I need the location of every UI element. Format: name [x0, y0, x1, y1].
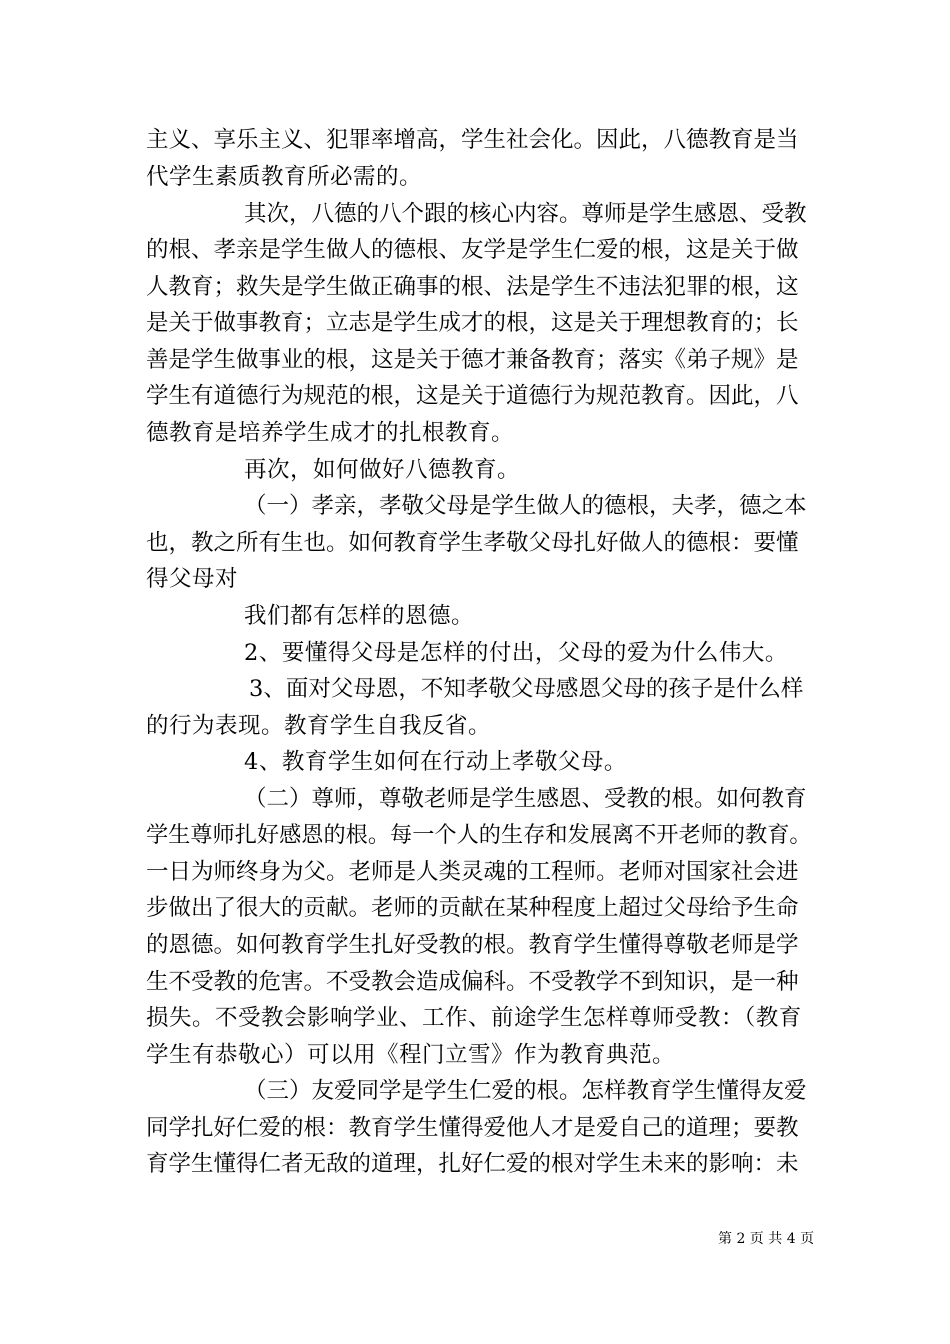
- text-line: 的根、孝亲是学生做人的德根、友学是学生仁爱的根，这是关于做: [146, 237, 799, 263]
- text-line: 同学扎好仁爱的根：教育学生懂得爱他人才是爱自己的道理；要教: [146, 1115, 799, 1141]
- text-line: （二）尊师，尊敬老师是学生感恩、受教的根。如何教育: [244, 786, 807, 812]
- text-line: 的恩德。如何教育学生扎好受教的根。教育学生懂得尊敬老师是学: [146, 932, 799, 958]
- text-line: 主义、享乐主义、犯罪率增高，学生社会化。因此，八德教育是当: [146, 127, 799, 153]
- text-line: 损失。不受教会影响学业、工作、前途学生怎样尊师受教：（教育: [146, 1005, 802, 1031]
- text-line: （一）孝亲，孝敬父母是学生做人的德根，夫孝，德之本: [244, 493, 807, 519]
- text-line: 一日为师终身为父。老师是人类灵魂的工程师。老师对国家社会进: [146, 859, 799, 885]
- text-line: 的行为表现。教育学生自我反省。: [146, 713, 492, 739]
- text-line: 学生有恭敬心）可以用《程门立雪》作为教育典范。: [146, 1042, 676, 1068]
- text-line: 代学生素质教育所必需的。: [146, 164, 423, 190]
- text-line: 学生有道德行为规范的根，这是关于道德行为规范教育。因此，八: [146, 383, 799, 409]
- text-line: 育学生懂得仁者无敌的道理，扎好仁爱的根对学生未来的影响：未: [146, 1151, 799, 1177]
- text-line: 我们都有怎样的恩德。: [244, 603, 475, 629]
- text-line: 学生尊师扎好感恩的根。每一个人的生存和发展离不开老师的教育。: [146, 822, 812, 848]
- text-line: 善是学生做事业的根，这是关于德才兼备教育；落实《弟子规》是: [146, 347, 799, 373]
- text-line: 3、面对父母恩，不知孝敬父母感恩父母的孩子是什么样: [249, 676, 804, 702]
- text-line: 德教育是培养学生成才的扎根教育。: [146, 420, 515, 446]
- text-line: 得父母对: [146, 566, 239, 592]
- text-line: 步做出了很大的贡献。老师的贡献在某种程度上超过父母给予生命: [146, 895, 799, 921]
- text-line: 2、要懂得父母是怎样的付出，父母的爱为什么伟大。: [244, 640, 788, 666]
- text-line: 再次，如何做好八德教育。: [244, 457, 521, 483]
- text-line: 4、教育学生如何在行动上孝敬父母。: [244, 749, 627, 775]
- text-line: 生不受教的危害。不受教会造成偏科。不受教学不到知识，是一种: [146, 969, 799, 995]
- text-line: 也，教之所有生也。如何教育学生孝敬父母扎好做人的德根：要懂: [146, 530, 799, 556]
- text-line: 是关于做事教育；立志是学生成才的根，这是关于理想教育的；长: [146, 310, 799, 336]
- text-line: 其次，八德的八个跟的核心内容。尊师是学生感恩、受教: [244, 201, 807, 227]
- page-footer: 第 2 页 共 4 页: [718, 1231, 815, 1247]
- text-line: （三）友爱同学是学生仁爱的根。怎样教育学生懂得友爱: [244, 1078, 807, 1104]
- text-line: 人教育；救失是学生做正确事的根、法是学生不违法犯罪的根，这: [146, 274, 799, 300]
